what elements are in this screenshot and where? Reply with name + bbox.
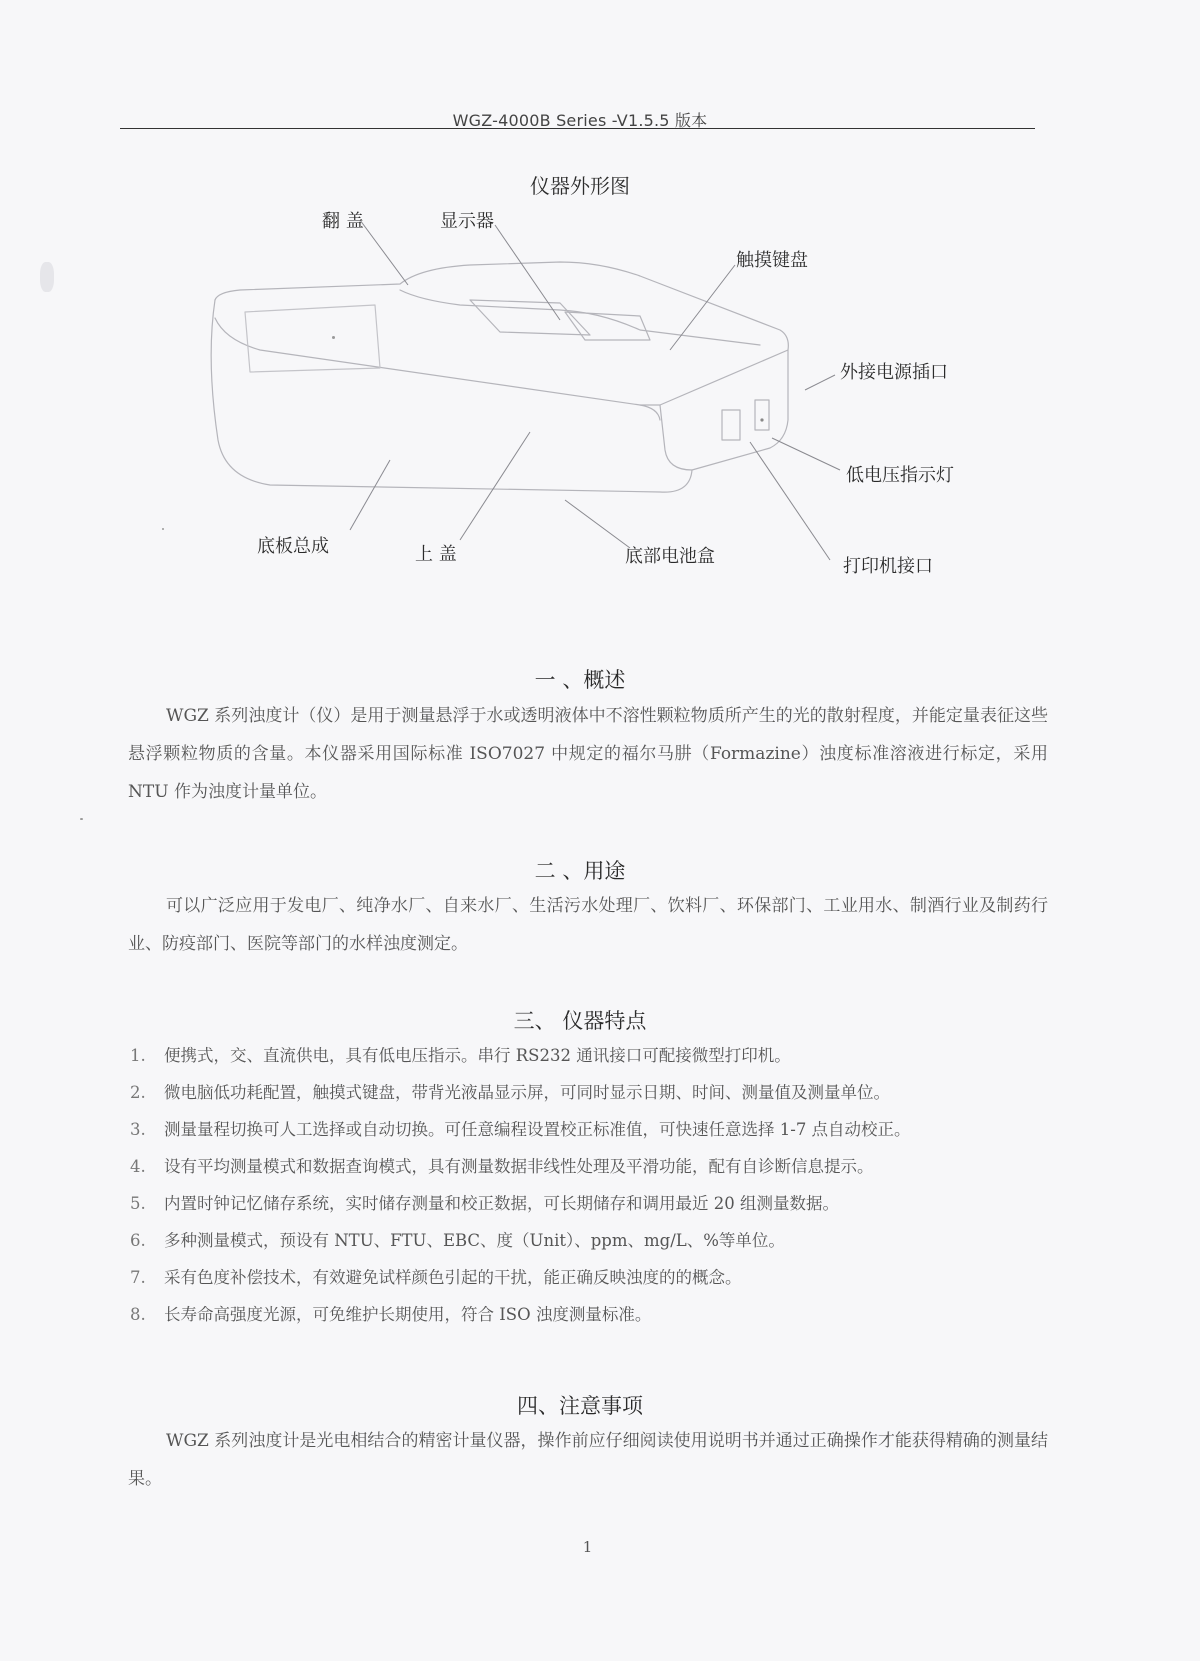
display-window [470,300,590,335]
label-flip-cover: 翻 盖 [322,211,364,232]
label-base-assembly: 底板总成 [257,536,329,557]
list-item-number: 2. [130,1083,146,1102]
list-item-number: 5. [130,1194,146,1213]
leader-battery [565,500,630,548]
leader-flip-cover [360,220,408,285]
list-item-text: 内置时钟记忆储存系统，实时储存测量和校正数据，可长期储存和调用最近 20 组测量数据。 [164,1194,839,1213]
list-item-number: 4. [130,1157,146,1176]
list-item [130,1042,911,1079]
list-item-text: 测量量程切换可人工选择或自动切换。可任意编程设置校正标准值，可快速任意选择 1-7 点自动校正。 [164,1120,911,1139]
list-item-number: 1. [130,1046,146,1065]
list-item [130,1190,911,1227]
figure-title: 仪器外形图 [530,174,630,198]
list-item [130,1264,911,1301]
scan-speck [162,528,164,530]
body-top-outline [215,262,788,350]
list-item-text: 多种测量模式，预设有 NTU、FTU、EBC、度（Unit）、ppm、mg/L、%等单位。 [164,1231,785,1250]
body-bottom-outline [211,300,692,492]
overview-text: WGZ 系列浊度计（仪）是用于测量悬浮于水或透明液体中不溶性颗粒物质所产生的光的散射程度，并能定量表征这些悬浮颗粒物质的含量。本仪器采用国际标准 ISO7027 中规定的福尔马肼（Formazine）浊度标准溶液进行标定，采用 NTU 作为浊度计量单位。 [128,706,1048,802]
flip-cover-edge [400,290,760,345]
section-title-overview: 一 、概述 [534,668,626,692]
label-printer-port: 打印机接口 [843,556,933,577]
list-item-text: 便携式，交、直流供电，具有低电压指示。串行 RS232 通讯接口可配接微型打印机。 [164,1046,791,1065]
leader-low-voltage [772,438,840,470]
printer-port [755,400,769,430]
list-item [130,1227,911,1264]
list-item-number: 7. [130,1268,146,1287]
leader-base [350,460,390,530]
label-display: 显示器 [440,211,494,232]
notes-paragraph [128,1422,1048,1498]
label-low-voltage-led: 低电压指示灯 [846,465,954,486]
scan-artifact [40,262,54,292]
leader-power-jack [805,375,835,390]
leader-display [495,225,560,320]
label-power-jack: 外接电源插口 [840,362,948,383]
list-item-text: 长寿命高强度光源，可免维护长期使用，符合 ISO 浊度测量标准。 [164,1305,652,1324]
list-item-text: 设有平均测量模式和数据查询模式，具有测量数据非线性处理及平滑功能，配有自诊断信息提示。 [164,1157,874,1176]
top-cover-seam [215,318,660,420]
power-jack-port [722,410,740,440]
section-title-features: 三、 仪器特点 [513,1009,647,1033]
label-top-cover: 上 盖 [415,544,457,565]
usage-text: 可以广泛应用于发电厂、纯净水厂、自来水厂、生活污水处理厂、饮料厂、环保部门、工业用水、制酒行业及制药行业、防疫部门、医院等部门的水样浊度测定。 [128,896,1048,954]
page-number: 1 [582,1538,593,1556]
document-header: WGZ-4000B Series -V1.5.5 版本 [452,111,708,130]
list-item-number: 6. [130,1231,146,1250]
feature-list [130,1042,911,1338]
keypad-area [565,312,650,340]
section-title-usage: 二 、用途 [534,859,626,883]
overview-paragraph [128,697,1048,811]
notes-text: WGZ 系列浊度计是光电相结合的精密计量仪器，操作前应仔细阅读使用说明书并通过正确操作才能获得精确的测量结果。 [128,1431,1048,1489]
low-voltage-led [760,418,763,421]
leader-top-cover [460,432,530,540]
list-item [130,1079,911,1116]
scan-speck [80,818,83,820]
usage-paragraph [128,887,1048,963]
list-item-text: 微电脑低功耗配置，触摸式键盘，带背光液晶显示屏，可同时显示日期、时间、测量值及测量单位。 [164,1083,890,1102]
section-title-notes: 四、注意事项 [517,1394,643,1418]
list-item [130,1301,911,1338]
label-touch-keypad: 触摸键盘 [736,250,808,271]
list-item [130,1116,911,1153]
scan-speck [332,336,335,339]
list-item [130,1153,911,1190]
list-item-number: 3. [130,1120,146,1139]
list-item-text: 采有色度补偿技术，有效避免试样颜色引起的干扰，能正确反映浊度的的概念。 [164,1268,742,1287]
list-item-number: 8. [130,1305,146,1324]
label-battery-box: 底部电池盒 [625,546,715,567]
instrument-diagram [0,0,1200,600]
